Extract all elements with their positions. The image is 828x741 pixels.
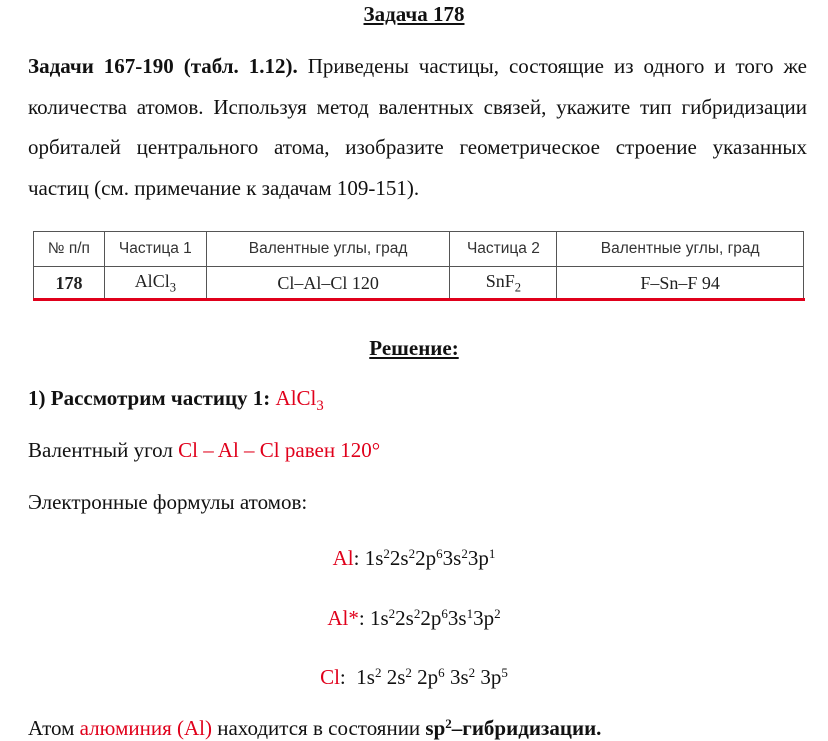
angle-line [28, 438, 380, 463]
step-1-line [28, 386, 324, 415]
solution-heading: Решение: [369, 336, 459, 360]
table-header-row [34, 232, 804, 267]
cell-num: 178 [34, 267, 105, 300]
formula-al-excited: Al*: $1s^22s^22p^63s^13p^2$ [327, 606, 501, 631]
table-underline [33, 298, 805, 301]
cell-angles-1: Cl–Al–Cl 120 [206, 267, 450, 300]
task-reference: Задачи 167-190 (табл. 1.12). [28, 54, 298, 78]
formula-cl: Cl: $1s^2$ $2s^2$ $2p^6$ $3s^2$ $3p^5$ [320, 665, 508, 690]
cell-particle-1: AlCl$_3$ [104, 267, 206, 300]
formula-al: Al: $1s^22s^22p^63s^23p^1$ [332, 546, 496, 571]
atom-name: алюминия (Al) [79, 716, 212, 741]
header-angles-1: Валентные углы, град [206, 232, 450, 267]
angle-value: Cl – Al – Cl равен 120° [178, 438, 381, 462]
header-particle-2: Частица 2 [450, 232, 557, 267]
header-num: № п/п [34, 232, 105, 267]
cell-particle-2: SnF$_2$ [450, 267, 557, 300]
header-particle-1: Частица 1 [104, 232, 206, 267]
electron-heading: Электронные формулы атомов: [28, 490, 308, 514]
step-1-particle: AlCl$_3$ [275, 386, 324, 415]
table-row [34, 267, 804, 300]
angle-prefix: Валентный угол [28, 438, 173, 462]
task-text: Приведены частицы, состоящие из одного и того же количества атомов. Используя метод валентных связей, укажите тип гибридизации орбиталей центрального атома, изобразите геометрическое строение указанных частиц (см. примечание к задачам 109-151). [28, 54, 808, 200]
cell-angles-2: F–Sn–F 94 [557, 267, 804, 300]
step-1-label: 1) Рассмотрим частицу 1: [28, 386, 271, 410]
header-angles-2: Валентные углы, град [557, 232, 804, 267]
hybridization-line: Атом алюминия (Al) находится в состоянии $sp^2$–гибридизации. [28, 716, 602, 741]
hybridization-type: $sp^2$–гибридизации. [425, 716, 602, 741]
task-statement [28, 46, 807, 208]
task-table [33, 231, 804, 300]
task-title: Задача 178 [363, 2, 465, 26]
